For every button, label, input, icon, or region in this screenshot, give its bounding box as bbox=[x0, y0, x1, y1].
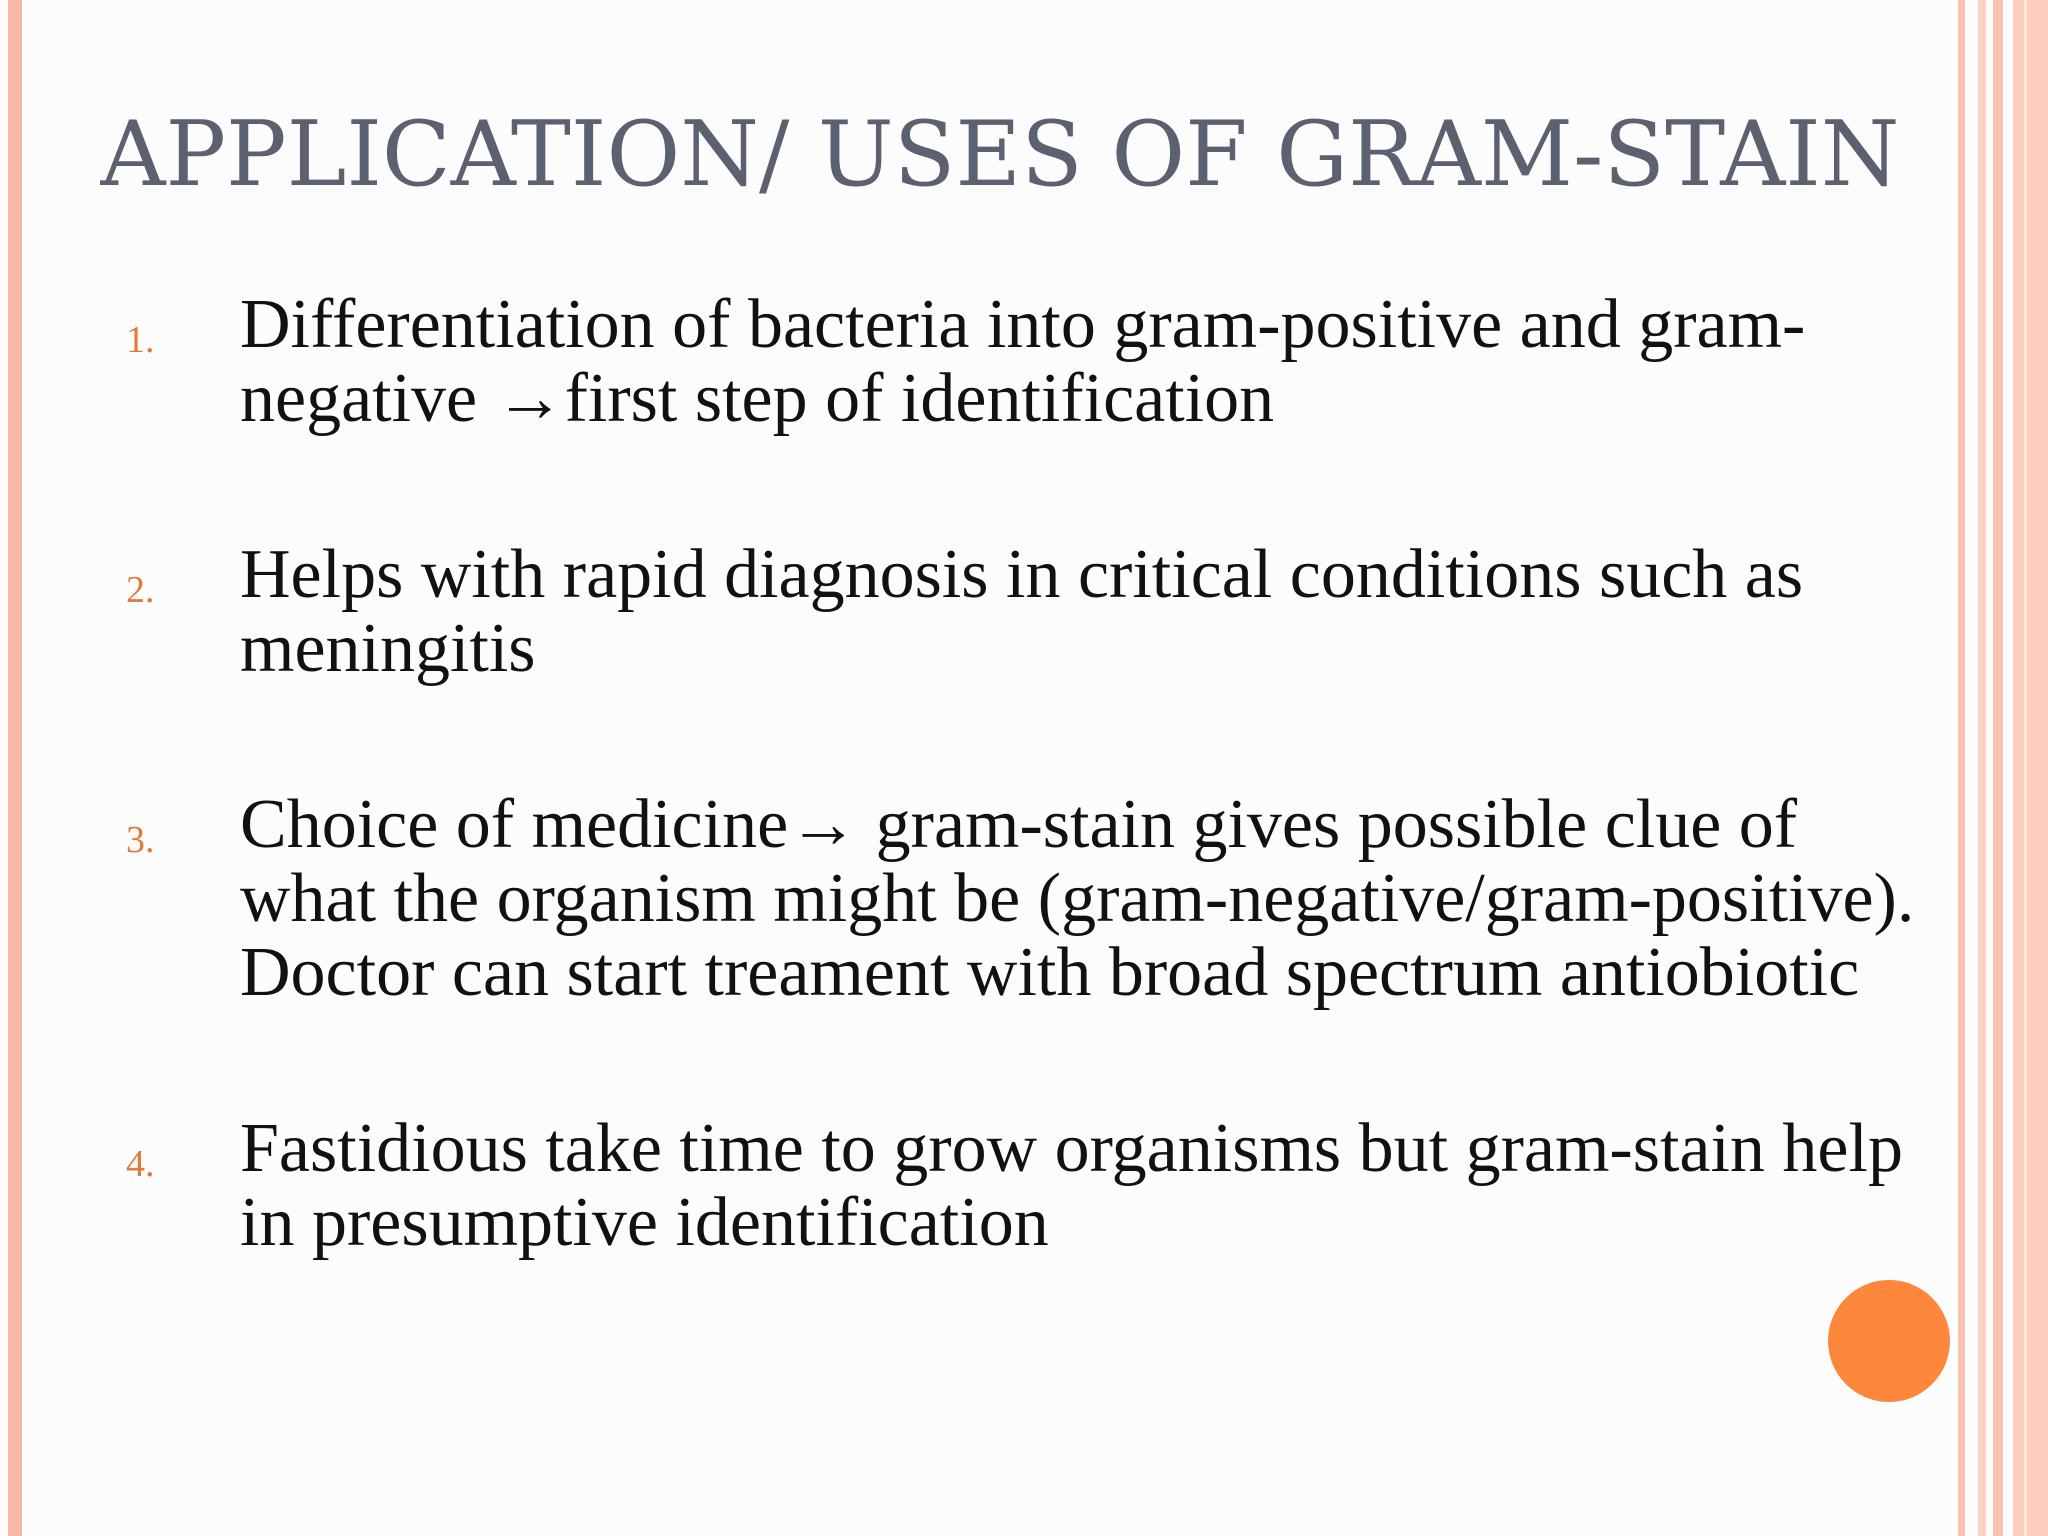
left-accent-stripe bbox=[8, 0, 22, 1536]
list-item bbox=[120, 788, 1920, 1010]
list-item-number: 4. bbox=[126, 1143, 155, 1185]
list-item-number: 3. bbox=[126, 819, 155, 861]
right-accent-stripe bbox=[1958, 0, 1965, 1536]
orange-circle-decoration bbox=[1828, 1280, 1950, 1402]
list-item bbox=[120, 288, 1920, 436]
list-item-text: Choice of medicine→ gram-stain gives possible clue of what the organism might be (gram-negative/gram-positive). Doctor can start treament with broad spectrum antiobiotic bbox=[240, 786, 1915, 1011]
right-accent-stripe bbox=[2013, 0, 2048, 1536]
right-accent-stripe bbox=[2024, 0, 2027, 1536]
list-item bbox=[120, 538, 1920, 686]
right-accent-stripe bbox=[1993, 0, 2003, 1536]
list-item-text: Differentiation of bacteria into gram-positive and gram-negative →first step of identification bbox=[240, 286, 1806, 437]
list-item-number: 2. bbox=[126, 569, 155, 611]
list-item-text: Helps with rapid diagnosis in critical conditions such as meningitis bbox=[240, 536, 1804, 687]
list-item-text: Fastidious take time to grow organisms but gram-stain help in presumptive identification bbox=[240, 1110, 1903, 1261]
slide-title: APPLICATION/ USES OF GRAM-STAIN bbox=[100, 102, 1900, 207]
right-accent-stripe bbox=[1978, 0, 1986, 1536]
list-item-number: 1. bbox=[126, 319, 155, 361]
list-item bbox=[120, 1112, 1920, 1260]
numbered-list bbox=[120, 288, 1920, 1362]
